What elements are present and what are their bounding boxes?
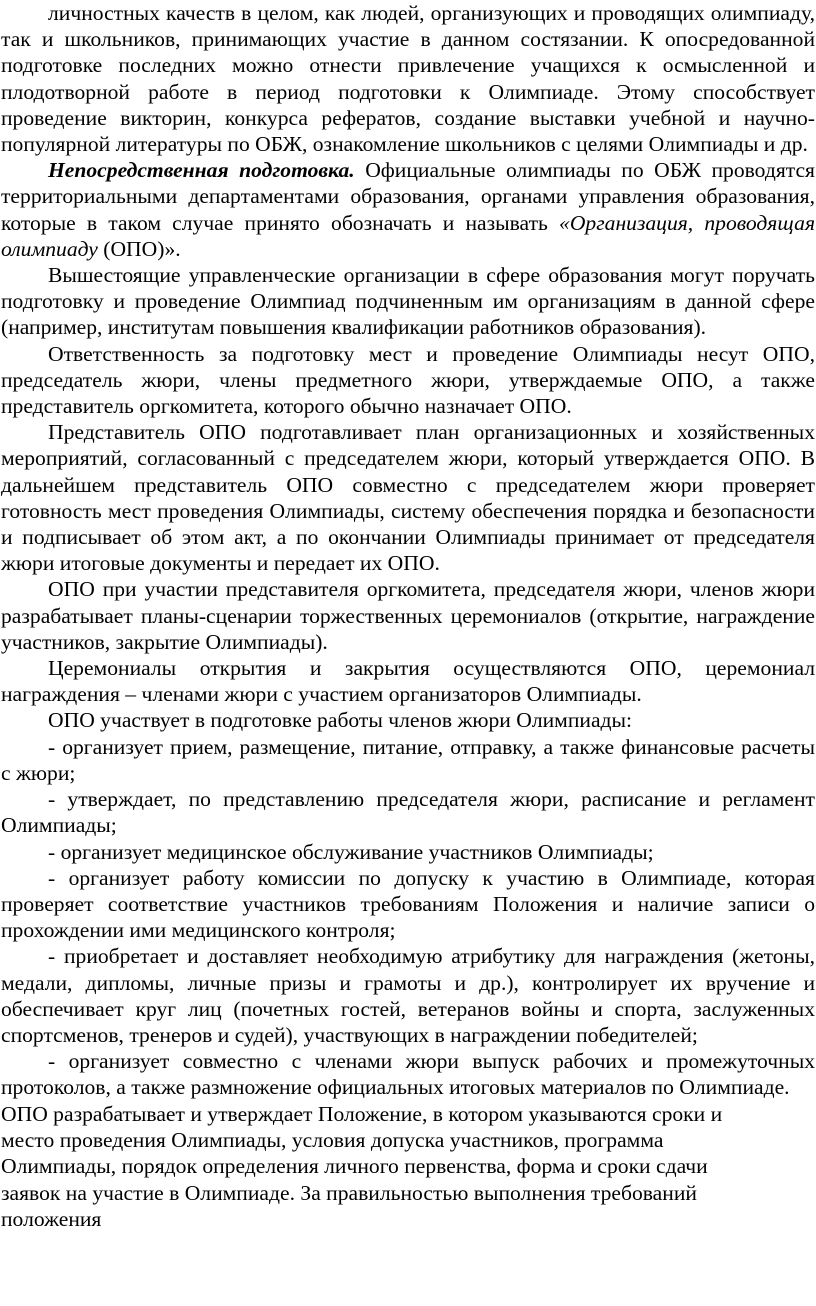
section-heading: Непосредственная подготовка.	[48, 158, 355, 183]
list-item: - организует прием, размещение, питание, отправку, а также финансовые расчеты с жюри;	[1, 734, 815, 785]
list-item: - утверждает, по представлению председателя жюри, расписание и регламент Олимпиады;	[1, 787, 815, 838]
list-item: - организует работу комиссии по допуску к участию в Олимпиаде, которая проверяет соответствие участников требованиям Положения и наличие записи о прохождении ими медицинского контроля;	[1, 865, 815, 943]
paragraph-ceremonies: Церемониалы открытия и закрытия осуществляются ОПО, церемониал награждения – членами жюри с участием организаторов Олимпиады.	[1, 656, 815, 707]
list-item: - организует медицинское обслуживание участников Олимпиады;	[48, 839, 654, 864]
paragraph-responsibility: Ответственность за подготовку мест и проведение Олимпиады несут ОПО, председатель жюри, члены предметного жюри, утверждаемые ОПО, а также представитель оргкомитета, которого обычно назначает ОПО.	[1, 341, 815, 419]
paragraph-representative: Представитель ОПО подготавливает план организационных и хозяйственных мероприятий, согласованный с председателем жюри, который утверждается ОПО. В дальнейшем представитель ОПО совместно с председателем жюри проверяет готовность мест проведения Олимпиады, систему обеспечения порядка и безопасности и подписывает об этом акт, а по окончании Олимпиады принимает от председателя жюри итоговые документы и передает их ОПО.	[1, 420, 815, 576]
list-item: - приобретает и доставляет необходимую атрибутику для награждения (жетоны, медали, дипломы, личные призы и грамоты и др.), контролирует их вручение и обеспечивает круг лиц (почетных гостей, ветеранов войны и спорта, заслуженных спортсменов, тренеров и судей), участвующих в награждении победителей;	[1, 944, 815, 1047]
paragraph-higher-orgs: Вышестоящие управленческие организации в сфере образования могут поручать подготовку и проведение Олимпиад подчиненным им организациям в данной сфере (например, институтам повышения квалификации работников образования).	[1, 263, 815, 340]
paragraph-direct-preparation	[1, 157, 815, 262]
paragraph-text: Официальные олимпиады по ОБЖ проводятся территориальными департаментами образования, органами управления образования, которые в таком случае принято обозначать и называть	[1, 158, 815, 235]
list-item: - организует совместно с членами жюри выпуск рабочих и промежуточных протоколов, а также размножение официальных итоговых материалов по Олимпиаде.	[1, 1049, 815, 1100]
italic-term: «Организация, проводящая олимпиаду	[1, 210, 815, 261]
paragraph-text-end: (ОПО)».	[97, 236, 181, 261]
paragraph-jury-work: ОПО участвует в подготовке работы членов жюри Олимпиады:	[48, 708, 633, 733]
paragraph-regulation: ОПО разрабатывает и утверждает Положение, в котором указываются сроки и место проведения Олимпиады, условия допуска участников, программа Олимпиады, порядок определения личного первенства, форма и сроки сдачи заявок на участие в Олимпиаде. За правильностью выполнения требований положения	[1, 1101, 723, 1232]
paragraph-intro: личностных качеств в целом, как людей, организующих и проводящих олимпиаду, так и школьников, принимающих участие в данном состязании. К опосредованной подготовке последних можно отнести привлечение учащихся к осмысленной и плодотворной работе в период подготовки к Олимпиаде. Этому способствует проведение викторин, конкурса рефератов, создание выставки учебной и научно-популярной литературы по ОБЖ, ознакомление школьников с целями Олимпиады и др.	[1, 1, 815, 157]
paragraph-ceremonies-plan: ОПО при участии представителя оргкомитета, председателя жюри, членов жюри разрабатывает планы-сценарии торжественных церемониалов (открытие, награждение участников, закрытие Олимпиады).	[1, 577, 815, 654]
